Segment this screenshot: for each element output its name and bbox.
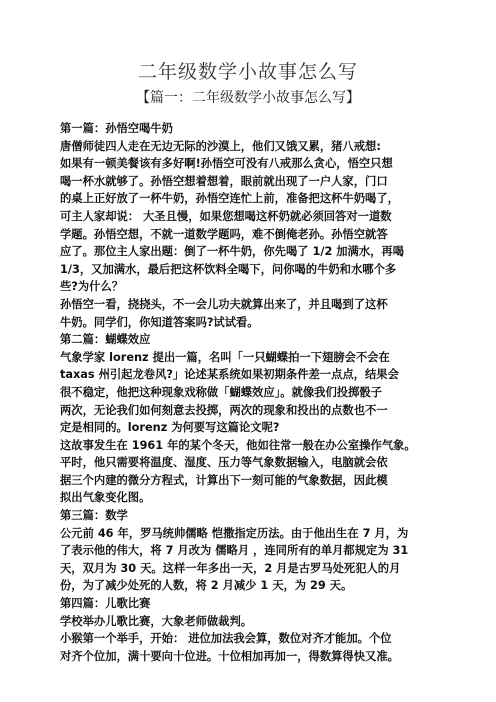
text-line: 应了。那位主人家出题：倒了一杯牛奶，你先喝了 1/2 加满水，再喝 xyxy=(60,245,405,259)
text-line: 定是相同的。lorenz 为何要写这篇论文呢? xyxy=(60,421,280,435)
text-line: 小猴第一个举手，开始： 进位加法我会算，数位对齐才能加。个位 xyxy=(60,632,392,646)
text-line: 学题。孙悟空想，不就一道数学题吗，难不倒俺老孙。孙悟空就答 xyxy=(60,227,388,241)
text-line: 了表示他的伟大，将 7 月改为 儒略月 ，连同所有的单月都规定为 31 xyxy=(60,544,409,558)
document-title: 二年级数学小故事怎么写 xyxy=(137,61,358,83)
text-line: 第四篇：儿歌比赛 xyxy=(60,597,151,611)
text-line: taxas 州引起龙卷风?」论述某系统如果初期条件差一点点，结果会 xyxy=(60,368,399,382)
text-line: 这故事发生在 1961 年的某个冬天，他如往常一般在办公室操作气象。 xyxy=(60,438,416,452)
text-line: 第一篇：孙悟空喝牛奶 xyxy=(60,122,173,135)
text-line: 气象学家 lorenz 提出一篇，名叫「一只蝴蝶拍一下翅膀会不会在 xyxy=(60,350,390,364)
text-line: 如果有一顿美餐该有多好啊!孙悟空可没有八戒那么贪心，悟空只想 xyxy=(60,157,393,171)
text-line: 喝一杯水就够了。孙悟空想着想着，眼前就出现了一户人家，门口 xyxy=(60,174,388,188)
document-subtitle: 【篇一：二年级数学小故事怎么写】 xyxy=(136,90,360,106)
text-line: 第二篇：蝴蝶效应 xyxy=(60,333,151,347)
text-line: 很不稳定，他把这种现象戏称做「蝴蝶效应」。就像我们投掷骰子 xyxy=(60,385,382,399)
text-line: 唐僧师徒四人走在无边无际的沙漠上，他们又饿又累，猪八戒想: xyxy=(60,139,381,153)
text-line: 平时，他只需要将温度、湿度、压力等气象数据输入，电脑就会依 xyxy=(60,456,388,470)
text-line: 份，为了减少处死的人数，将 2 月减少 1 天，为 29 天。 xyxy=(60,579,353,593)
text-line: 对齐个位加，满十要向十位进。十位相加再加一，得数算得快又准。 xyxy=(60,649,399,663)
text-line: 第三篇：数学 xyxy=(60,509,128,523)
text-line: 1/3，又加满水，最后把这杯饮料全喝下，问你喝的牛奶和水哪个多 xyxy=(60,262,397,276)
text-line: 孙悟空一看，挠挠头，不一会儿功夫就算出来了，并且喝到了这杯 xyxy=(60,297,388,311)
text-line: 的桌上正好放了一杯牛奶，孙悟空连忙上前，准备把这杯牛奶喝了， xyxy=(60,192,399,206)
text-line: 天，双月为 30 天。这样一年多出一天，2 月是古罗马处死犯人的月 xyxy=(60,561,401,575)
text-line: 拟出气象变化图。 xyxy=(60,491,151,505)
text-line: 学校举办儿歌比赛，大象老师做裁判。 xyxy=(60,614,253,628)
text-line: 两次，无论我们如何刻意去投掷，两次的现象和投出的点数也不一 xyxy=(60,403,388,417)
text-line: 可主人家却说： 大圣且慢，如果您想喝这杯奶就必须回答对一道数 xyxy=(60,209,392,223)
text-line: 些?为什么？ xyxy=(60,280,124,294)
text-line: 据三个内建的微分方程式，计算出下一刻可能的气象数据，因此模 xyxy=(60,473,388,487)
document-body xyxy=(60,120,444,665)
text-line: 公元前 46 年，罗马统帅儒略 恺撒指定历法。由于他出生在 7 月，为 xyxy=(60,526,409,540)
text-line: 牛奶。同学们，你知道答案吗?试试看。 xyxy=(60,315,259,329)
